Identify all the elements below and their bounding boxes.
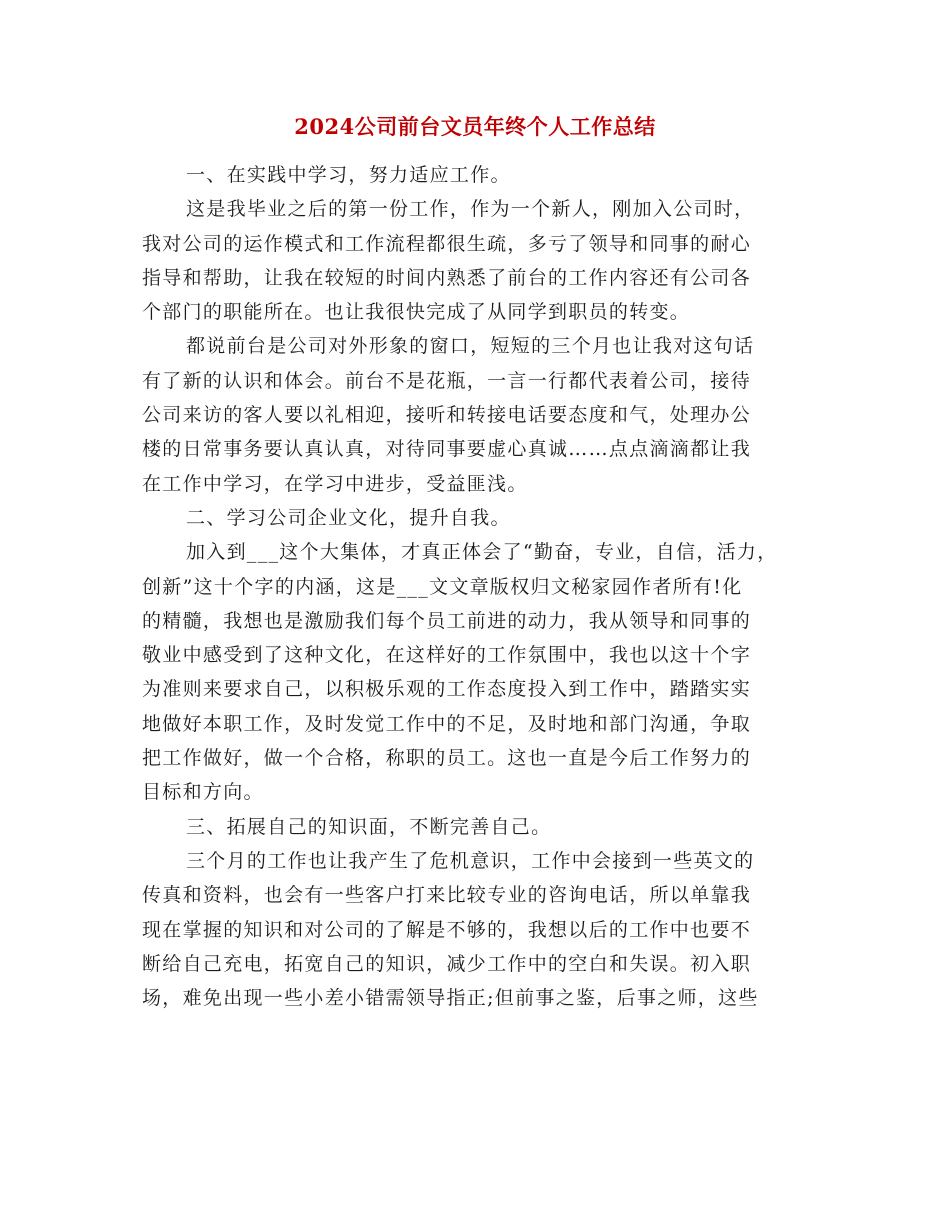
document-title: 2024公司前台文员年终个人工作总结	[294, 114, 656, 139]
text-line: 三个月的工作也让我产生了危机意识，工作中会接到一些英文的	[186, 849, 755, 872]
text-line: 有了新的认识和体会。前台不是花瓶，一言一行都代表着公司，接待	[142, 369, 752, 392]
text-line: 加入到___这个大集体，才真正体会了“勤奋，专业，自信，活力，	[186, 541, 778, 564]
text-line: 目标和方向。	[142, 781, 264, 804]
text-line: 地做好本职工作，及时发觉工作中的不足，及时地和部门沟通，争取	[142, 712, 752, 735]
text-line: 创新”这十个字的内涵，这是___文文章版权归文秘家园作者所有!化	[142, 575, 743, 598]
text-line: 公司来访的客人要以礼相迎，接听和转接电话要态度和气，处理办公	[142, 404, 752, 427]
text-line: 这是我毕业之后的第一份工作，作为一个新人，刚加入公司时，	[186, 198, 755, 221]
text-line: 敬业中感受到了这种文化，在这样好的工作氛围中，我也以这十个字	[142, 644, 752, 667]
text-line: 在工作中学习，在学习中进步，受益匪浅。	[142, 472, 528, 495]
text-line: 的精髓，我想也是激励我们每个员工前进的动力，我从领导和同事的	[142, 609, 752, 632]
text-line: 指导和帮助，让我在较短的时间内熟悉了前台的工作内容还有公司各	[142, 266, 752, 289]
text-line: 把工作做好，做一个合格，称职的员工。这也一直是今后工作努力的	[142, 747, 752, 770]
text-line: 传真和资料，也会有一些客户打来比较专业的咨询电话，所以单靠我	[142, 884, 752, 907]
text-line: 二、学习公司企业文化，提升自我。	[186, 506, 511, 529]
text-line: 三、拓展自己的知识面，不断完善自己。	[186, 815, 552, 838]
text-line: 断给自己充电，拓宽自己的知识，减少工作中的空白和失误。初入职	[142, 952, 752, 975]
text-line: 都说前台是公司对外形象的窗口，短短的三个月也让我对这句话	[186, 335, 755, 358]
document-body	[142, 158, 822, 1015]
text-line: 我对公司的运作模式和工作流程都很生疏，多亏了领导和同事的耐心	[142, 232, 752, 255]
text-line: 楼的日常事务要认真认真，对待同事要虚心真诚……点点滴滴都让我	[142, 438, 752, 461]
text-line: 为准则来要求自己，以积极乐观的工作态度投入到工作中，踏踏实实	[142, 678, 752, 701]
text-line: 场，难免出现一些小差小错需领导指正;但前事之鉴，后事之师，这些	[142, 987, 759, 1010]
text-line: 个部门的职能所在。也让我很快完成了从同学到职员的转变。	[142, 301, 691, 324]
text-line: 现在掌握的知识和对公司的了解是不够的，我想以后的工作中也要不	[142, 918, 752, 941]
text-line: 一、在实践中学习，努力适应工作。	[186, 164, 511, 186]
